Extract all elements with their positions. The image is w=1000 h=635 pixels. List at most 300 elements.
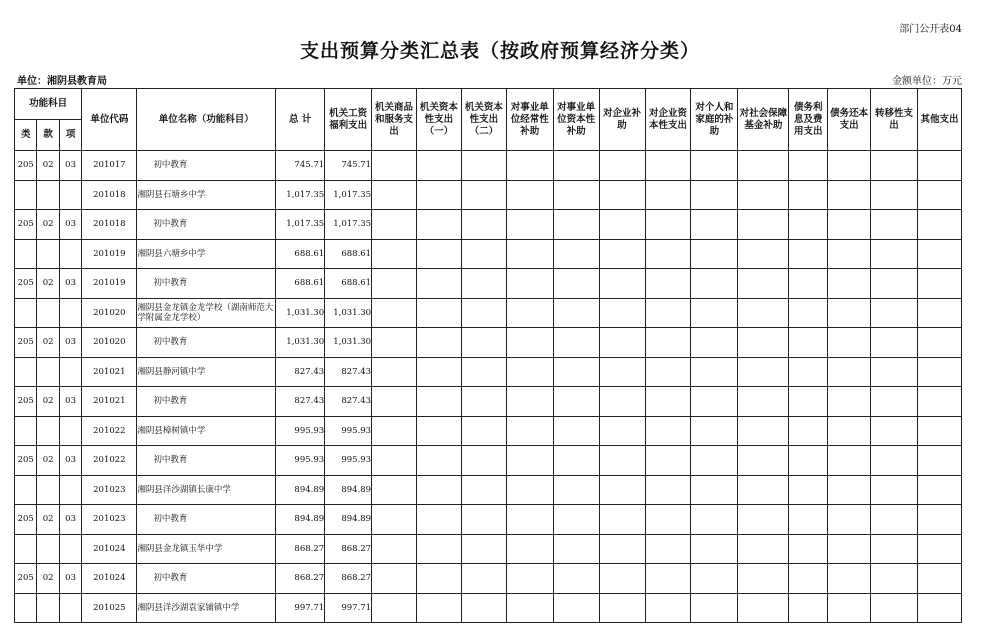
table-row [15,298,962,328]
empty-cell [917,357,961,387]
lei-cell: 205 [15,328,37,358]
lei-cell: 205 [15,210,37,240]
empty-cell [871,534,918,564]
total-cell: 1,031.30 [276,298,325,328]
empty-cell [599,269,645,299]
xiang-cell: 03 [59,151,81,181]
total-cell: 995.93 [276,416,325,446]
empty-cell [461,151,506,181]
empty-cell [599,180,645,210]
name-cell: 初中教育 [137,151,276,181]
col-header: 机关商品和服务支出 [372,89,417,151]
name-cell: 初中教育 [137,387,276,417]
empty-cell [828,298,871,328]
empty-cell [599,357,645,387]
empty-cell [691,534,738,564]
empty-cell [691,475,738,505]
empty-cell [645,387,691,417]
empty-cell [506,505,553,535]
code-cell: 201017 [82,151,137,181]
col-header: 对个人和家庭的补助 [691,89,738,151]
lei-cell [15,239,37,269]
empty-cell [828,505,871,535]
lei-header: 类 [15,120,37,151]
empty-cell [416,357,461,387]
xiang-cell [59,239,81,269]
table-row [15,505,962,535]
budget-table [14,88,962,623]
salary-cell: 1,017.35 [325,180,372,210]
table-row [15,534,962,564]
empty-cell [599,387,645,417]
empty-cell [506,416,553,446]
function-subject-header: 功能科目 [15,89,82,120]
table-body [15,151,962,623]
empty-cell [789,328,828,358]
empty-cell [599,593,645,623]
empty-cell [789,534,828,564]
code-header: 单位代码 [82,89,137,151]
salary-cell: 868.27 [325,564,372,594]
code-cell: 201022 [82,446,137,476]
table-row [15,210,962,240]
code-cell: 201020 [82,328,137,358]
empty-cell [416,416,461,446]
name-cell: 湘阴县静河镇中学 [137,357,276,387]
empty-cell [917,269,961,299]
code-cell: 201025 [82,593,137,623]
empty-cell [599,475,645,505]
salary-cell: 995.93 [325,416,372,446]
empty-cell [645,298,691,328]
empty-cell [461,180,506,210]
empty-cell [599,534,645,564]
empty-cell [691,239,738,269]
lei-cell: 205 [15,446,37,476]
code-cell: 201023 [82,505,137,535]
empty-cell [871,416,918,446]
empty-cell [738,416,789,446]
code-cell: 201019 [82,269,137,299]
empty-cell [461,593,506,623]
empty-cell [372,151,417,181]
empty-cell [461,210,506,240]
xiang-cell [59,475,81,505]
empty-cell [645,269,691,299]
empty-cell [917,180,961,210]
empty-cell [691,328,738,358]
empty-cell [789,210,828,240]
kuan-cell [37,593,59,623]
empty-cell [553,446,599,476]
empty-cell [789,298,828,328]
empty-cell [506,239,553,269]
empty-cell [917,564,961,594]
code-cell: 201021 [82,357,137,387]
empty-cell [738,298,789,328]
kuan-cell [37,416,59,446]
empty-cell [461,298,506,328]
lei-cell: 205 [15,505,37,535]
salary-cell: 1,031.30 [325,328,372,358]
xiang-cell [59,357,81,387]
empty-cell [461,387,506,417]
empty-cell [691,180,738,210]
salary-cell: 1,017.35 [325,210,372,240]
code-cell: 201018 [82,210,137,240]
empty-cell [553,475,599,505]
empty-cell [871,475,918,505]
empty-cell [789,446,828,476]
empty-cell [691,416,738,446]
code-cell: 201024 [82,534,137,564]
empty-cell [871,210,918,240]
empty-cell [416,505,461,535]
table-row [15,416,962,446]
code-cell: 201021 [82,387,137,417]
empty-cell [871,387,918,417]
empty-cell [828,564,871,594]
empty-cell [871,593,918,623]
table-row [15,328,962,358]
lei-cell: 205 [15,564,37,594]
name-cell: 初中教育 [137,446,276,476]
empty-cell [599,210,645,240]
empty-cell [506,151,553,181]
salary-cell: 894.89 [325,475,372,505]
empty-cell [789,564,828,594]
code-cell: 201019 [82,239,137,269]
empty-cell [645,593,691,623]
total-cell: 868.27 [276,534,325,564]
empty-cell [599,151,645,181]
empty-cell [828,328,871,358]
empty-cell [372,239,417,269]
empty-cell [461,475,506,505]
empty-cell [506,298,553,328]
empty-cell [416,210,461,240]
empty-cell [828,475,871,505]
empty-cell [372,387,417,417]
table-row [15,475,962,505]
empty-cell [789,387,828,417]
name-cell: 湘阴县金龙镇金龙学校（湖南师范大学附属金龙学校） [137,298,276,328]
empty-cell [789,239,828,269]
empty-cell [691,269,738,299]
name-cell: 初中教育 [137,328,276,358]
empty-cell [553,534,599,564]
empty-cell [645,328,691,358]
empty-cell [738,239,789,269]
xiang-cell: 03 [59,269,81,299]
kuan-cell: 02 [37,328,59,358]
kuan-cell: 02 [37,387,59,417]
name-cell: 湘阴县樟树镇中学 [137,416,276,446]
table-row [15,357,962,387]
empty-cell [645,151,691,181]
empty-cell [461,328,506,358]
empty-cell [917,239,961,269]
empty-cell [691,564,738,594]
salary-cell: 827.43 [325,387,372,417]
kuan-cell [37,475,59,505]
total-cell: 688.61 [276,239,325,269]
empty-cell [372,357,417,387]
empty-cell [372,269,417,299]
name-cell: 湘阴县洋沙湖袁家铺镇中学 [137,593,276,623]
empty-cell [599,416,645,446]
name-cell: 初中教育 [137,564,276,594]
empty-cell [416,239,461,269]
total-cell: 827.43 [276,387,325,417]
empty-cell [461,357,506,387]
empty-cell [461,564,506,594]
empty-cell [506,564,553,594]
xiang-cell: 03 [59,564,81,594]
empty-cell [645,416,691,446]
empty-cell [738,387,789,417]
empty-cell [917,593,961,623]
empty-cell [828,446,871,476]
empty-cell [738,534,789,564]
empty-cell [461,534,506,564]
total-header: 总 计 [276,89,325,151]
empty-cell [506,269,553,299]
empty-cell [871,446,918,476]
empty-cell [506,534,553,564]
kuan-cell: 02 [37,269,59,299]
empty-cell [738,269,789,299]
kuan-cell: 02 [37,446,59,476]
name-cell: 初中教育 [137,505,276,535]
empty-cell [789,151,828,181]
empty-cell [645,180,691,210]
name-cell: 湘阴县六塘乡中学 [137,239,276,269]
empty-cell [645,564,691,594]
xiang-cell [59,416,81,446]
code-cell: 201024 [82,564,137,594]
code-cell: 201020 [82,298,137,328]
empty-cell [416,387,461,417]
empty-cell [553,239,599,269]
name-cell: 湘阴县金龙镇玉华中学 [137,534,276,564]
empty-cell [917,446,961,476]
empty-cell [506,446,553,476]
empty-cell [871,180,918,210]
empty-cell [738,180,789,210]
empty-cell [553,328,599,358]
salary-cell: 827.43 [325,357,372,387]
empty-cell [917,151,961,181]
empty-cell [691,298,738,328]
lei-cell: 205 [15,151,37,181]
name-cell: 湘阴县石塘乡中学 [137,180,276,210]
empty-cell [645,210,691,240]
total-cell: 1,031.30 [276,328,325,358]
empty-cell [372,298,417,328]
empty-cell [828,180,871,210]
table-row [15,446,962,476]
empty-cell [506,387,553,417]
lei-cell [15,416,37,446]
xiang-cell [59,534,81,564]
empty-cell [789,593,828,623]
empty-cell [461,239,506,269]
xiang-header: 项 [59,120,81,151]
col-header: 机关资本性支出（二） [461,89,506,151]
total-cell: 1,017.35 [276,180,325,210]
empty-cell [506,475,553,505]
table-row [15,239,962,269]
amount-unit-label: 金额单位：万元 [892,76,962,87]
empty-cell [645,534,691,564]
kuan-cell [37,534,59,564]
empty-cell [871,328,918,358]
form-number: 部门公开表04 [899,24,962,35]
salary-cell: 868.27 [325,534,372,564]
empty-cell [738,328,789,358]
total-cell: 827.43 [276,357,325,387]
empty-cell [917,328,961,358]
empty-cell [691,151,738,181]
salary-cell: 688.61 [325,239,372,269]
total-cell: 995.93 [276,446,325,476]
code-cell: 201023 [82,475,137,505]
salary-cell: 894.89 [325,505,372,535]
xiang-cell: 03 [59,387,81,417]
empty-cell [645,446,691,476]
empty-cell [553,357,599,387]
empty-cell [372,416,417,446]
col-header: 债务利息及费用支出 [789,89,828,151]
empty-cell [871,269,918,299]
empty-cell [828,151,871,181]
xiang-cell: 03 [59,328,81,358]
empty-cell [828,239,871,269]
col-header: 机关资本性支出（一） [416,89,461,151]
empty-cell [828,269,871,299]
lei-cell: 205 [15,387,37,417]
total-cell: 745.71 [276,151,325,181]
empty-cell [738,151,789,181]
empty-cell [645,357,691,387]
empty-cell [738,564,789,594]
total-cell: 688.61 [276,269,325,299]
col-header: 对企业补助 [599,89,645,151]
empty-cell [789,180,828,210]
empty-cell [828,387,871,417]
empty-cell [372,210,417,240]
table-row [15,593,962,623]
kuan-cell: 02 [37,505,59,535]
xiang-cell [59,180,81,210]
col-header: 对事业单位资本性补助 [553,89,599,151]
empty-cell [871,151,918,181]
empty-cell [506,210,553,240]
empty-cell [917,475,961,505]
table-row [15,269,962,299]
empty-cell [738,475,789,505]
name-header: 单位名称（功能科目） [137,89,276,151]
empty-cell [917,298,961,328]
empty-cell [506,180,553,210]
empty-cell [789,475,828,505]
salary-cell: 745.71 [325,151,372,181]
empty-cell [599,239,645,269]
lei-cell [15,534,37,564]
kuan-cell [37,180,59,210]
total-cell: 1,017.35 [276,210,325,240]
lei-cell [15,357,37,387]
empty-cell [917,505,961,535]
empty-cell [372,564,417,594]
name-cell: 湘阴县洋沙湖镇长康中学 [137,475,276,505]
empty-cell [372,475,417,505]
empty-cell [917,416,961,446]
empty-cell [828,593,871,623]
empty-cell [372,505,417,535]
kuan-cell: 02 [37,564,59,594]
kuan-cell [37,357,59,387]
empty-cell [691,593,738,623]
xiang-cell: 03 [59,505,81,535]
unit-label: 单位：湘阴县教育局 [17,76,107,87]
empty-cell [789,357,828,387]
table-row [15,564,962,594]
empty-cell [738,357,789,387]
empty-cell [506,593,553,623]
empty-cell [461,505,506,535]
empty-cell [871,239,918,269]
name-cell: 初中教育 [137,269,276,299]
empty-cell [599,564,645,594]
page-title: 支出预算分类汇总表（按政府预算经济分类） [299,40,700,62]
empty-cell [416,446,461,476]
empty-cell [553,387,599,417]
empty-cell [871,505,918,535]
empty-cell [416,151,461,181]
empty-cell [553,269,599,299]
salary-cell: 997.71 [325,593,372,623]
col-header: 转移性支出 [871,89,918,151]
total-cell: 894.89 [276,475,325,505]
total-cell: 997.71 [276,593,325,623]
salary-cell: 1,031.30 [325,298,372,328]
empty-cell [871,564,918,594]
empty-cell [599,446,645,476]
empty-cell [691,387,738,417]
empty-cell [645,475,691,505]
col-header: 机关工资福利支出 [325,89,372,151]
kuan-cell: 02 [37,210,59,240]
empty-cell [789,269,828,299]
kuan-header: 款 [37,120,59,151]
empty-cell [553,180,599,210]
total-cell: 868.27 [276,564,325,594]
lei-cell [15,593,37,623]
empty-cell [738,210,789,240]
table-row [15,151,962,181]
empty-cell [599,328,645,358]
kuan-cell: 02 [37,151,59,181]
empty-cell [645,505,691,535]
lei-cell: 205 [15,269,37,299]
empty-cell [372,180,417,210]
col-header: 其他支出 [917,89,961,151]
empty-cell [738,593,789,623]
empty-cell [553,416,599,446]
empty-cell [416,180,461,210]
